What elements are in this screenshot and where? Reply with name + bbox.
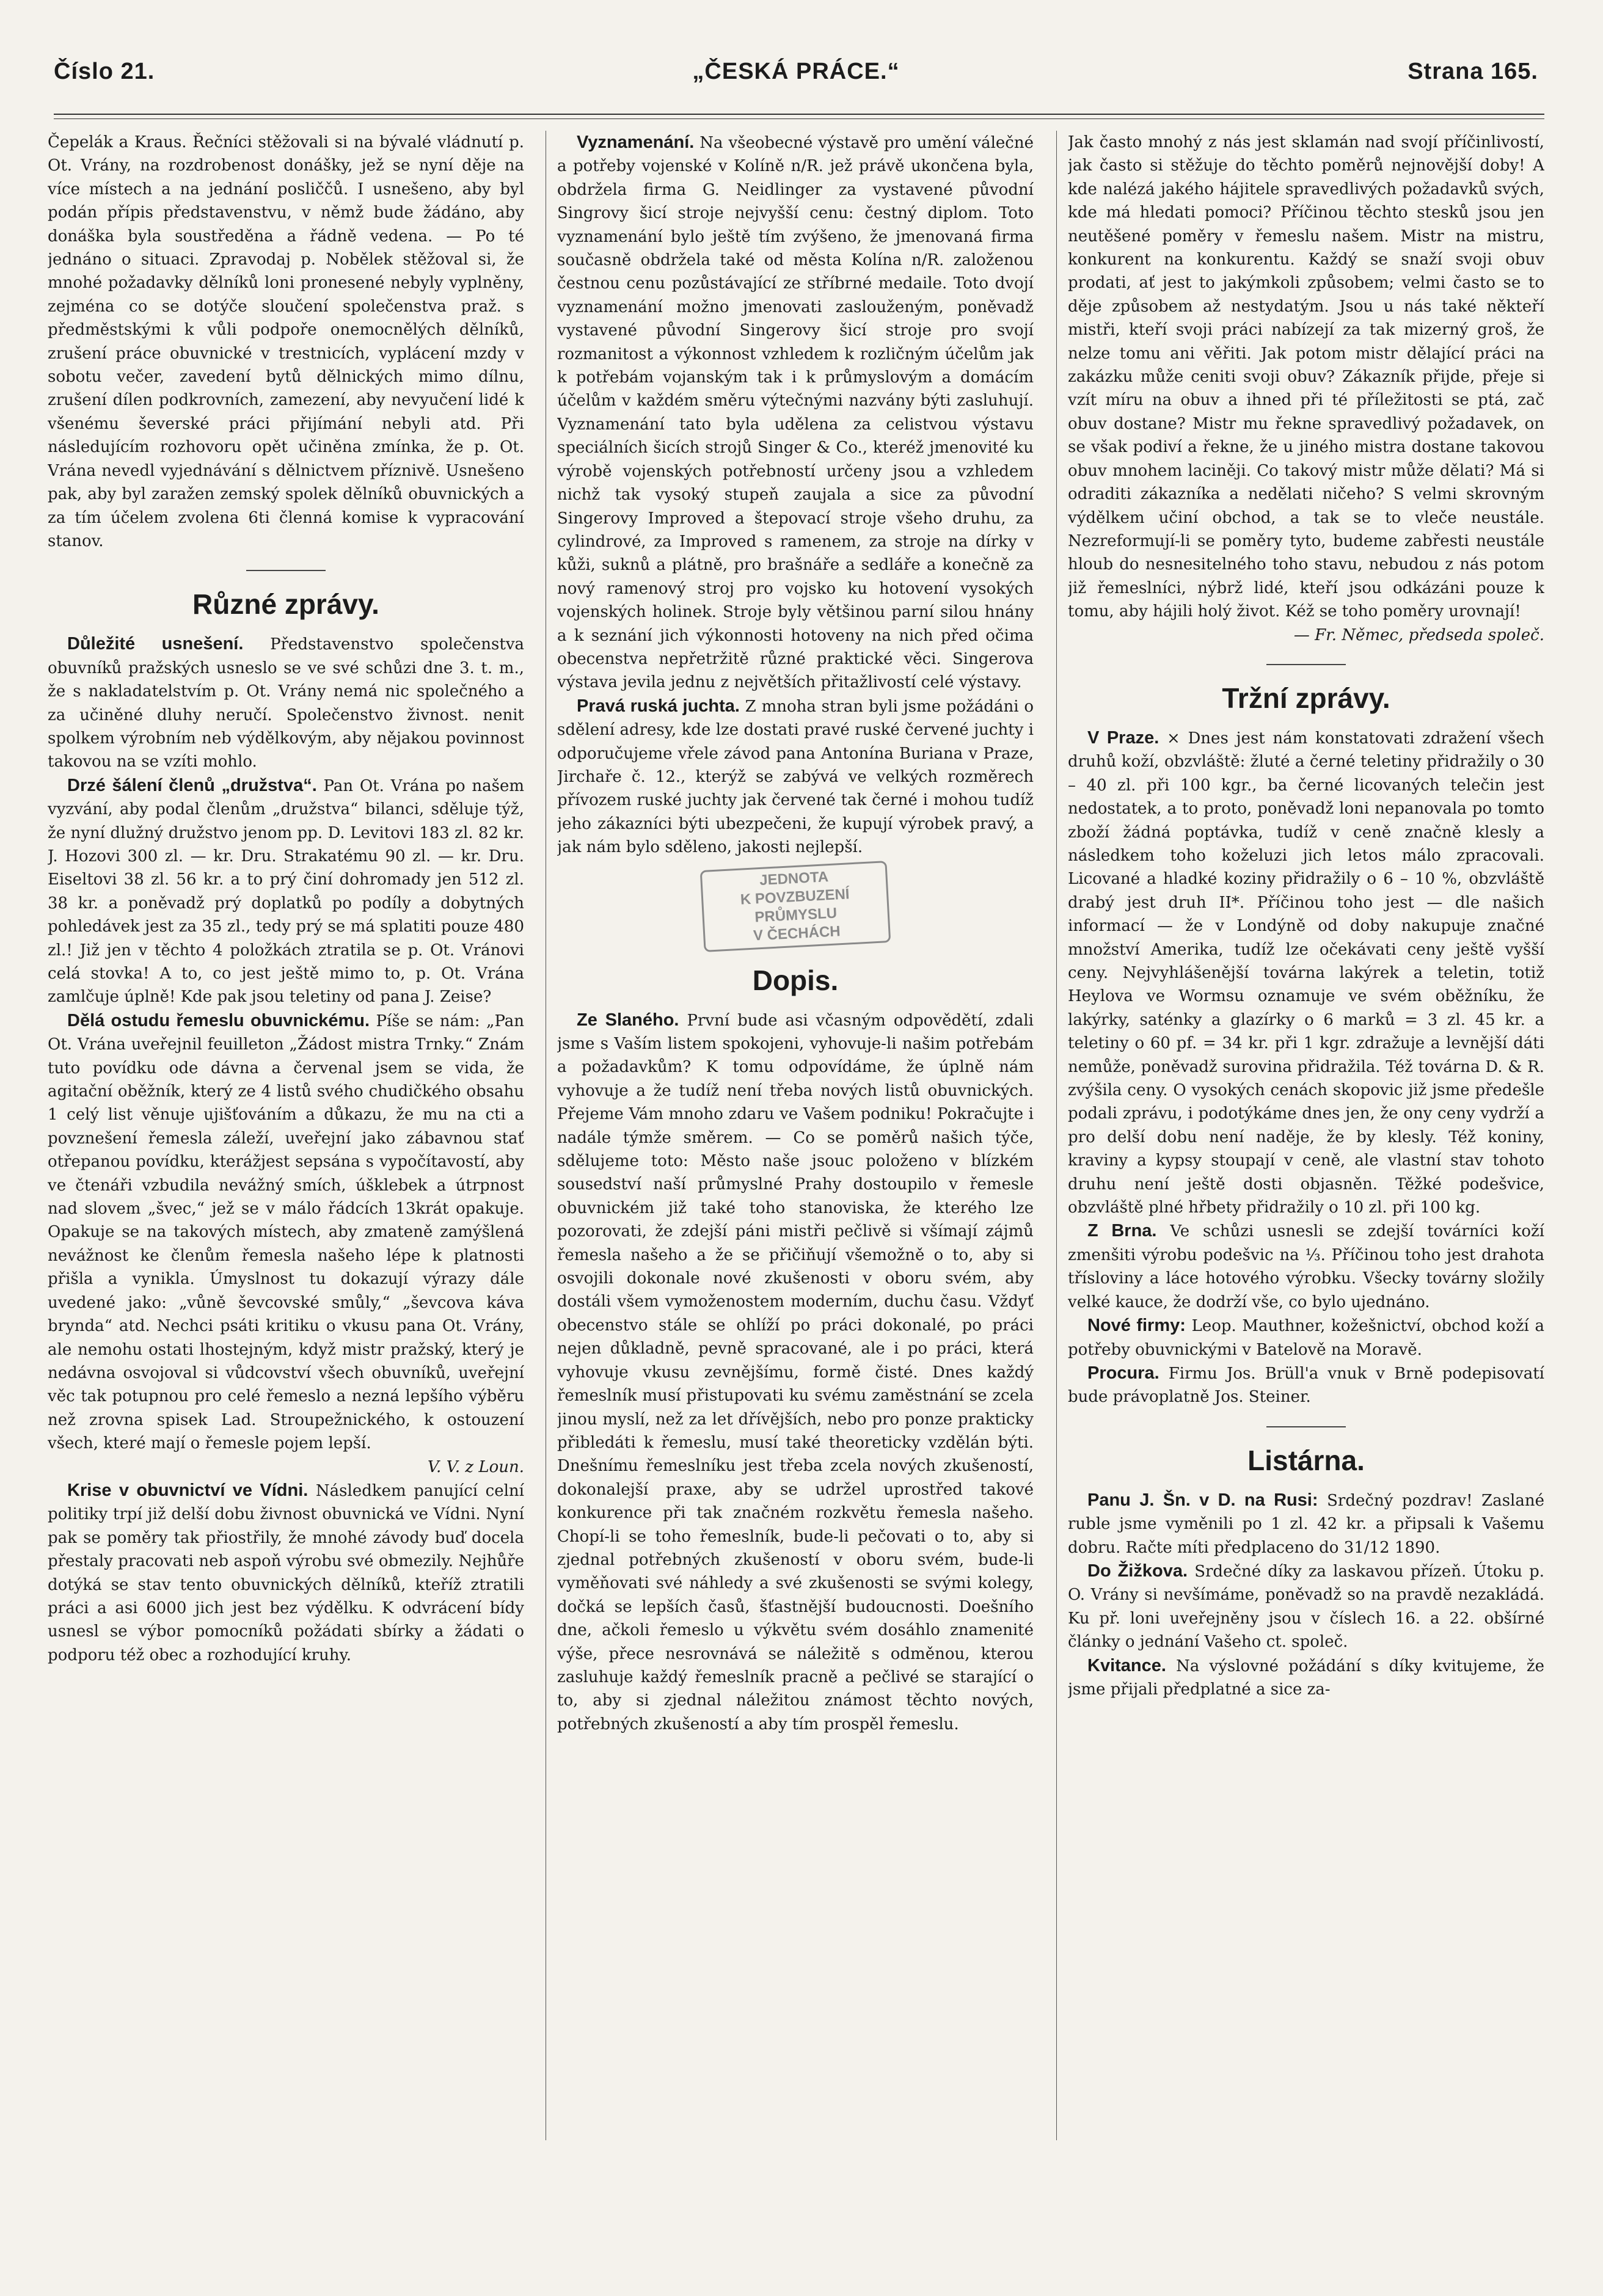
article-text: Na všeobecné výstavě pro umění válečné a potřeby vojenské v Kolíně n/R. jež právě ukončena byla, obdržela firma G. Neidlinger za vystavené původní Singrovy šicí stroje nejvyšší cenu: čestný diplom. Toto vyznamenání bylo ještě tím zvýšeno, že jmenovaná firma současně obdržela také od města Kolína n/R. založenou čestnou cenu pozůstávající ze stříbrné medaile. Toto dvojí vyznamenání možno jmenovati zaslouženým, poněvadž vystavené původní Singerovy šicí stroje pro svojí rozmanitost a výkonnost vzhledem k rozličným účelům jak k potřebám vojanským tak i k průmyslovým a domácím účelům v každém směru výtečnými nazvány býti zasluhují. Vyznamenání tato byla udělena za celistvou výstavu speciálních šicích strojů Singer & Co., kteréž jmenovité ku výrobě vojenských potřebností určeny jsou a vzhledem nichž tak vysoký stupeň zaujala a sice za původní Singerovy Improved a štepovací stroje všeho druhu, za cylindrové, za Improved s ramenem, za stroje na dírky v kůži, suknů a plátně, pro brašnáře a sedláře a konečně za nový ramenový stroj pro vojsko ku hotovení vysokých vojenských holinek. Stroje byly většinou parní silou hnány a k seznání jich výkonnosti hotoveny na nich před očima obecenstva nepřetržitě různé praktické věci. Singerova výstava jevila jednu z největších přitažlivostí celé výstavy. [557, 134, 1034, 692]
article-text: × Dnes jest nám konstatovati zdražení všech druhů koží, obzvláště: žluté a černé teletiny přidražily o 30 – 40 zl. při 100 kgr., ba černé licovaných telečin jest nedostatek, a to proto, poněvadž loni nepanovala po tomto zboží žádná poptávka, tudíž v ceně značně klesly a následkem toho koželuzi jich letos málo zpracovali. Licované a hladké koziny přidražily o 6 – 10 %, obzvláště drabý jest druh II*. Příčinou toho jest — dle našich informací — že v Londýně od doby nakupuje značné množství Amerika, tudíž lze očekávati ceny ještě vyšší ceny. Nejvyhlášenější továrna lakýrek a teletin, totiž Heylova ve Wormsu oznamuje ve svém oběžníku, že lakýrky, saténky a glazírky o 6 marků = 3 zl. 45 kr. a teletiny o 60 pf. = 34 kr. při 1 kgr. zdražuje a levnější dáti nemůže, poněvadž surovina přidražila. Též továrna D. & R. zvýšila ceny. O vysokých cenách skopovic již jsme předešle podali zprávu, i podotýkáme dnes jen, že ony ceny vydrží a pro delší dobu není naděje, že by klesly. Též koniny, kraviny a kypsy stoupají v ceně, ale vlastní stav tohoto druhu není ještě dosti objasněn. Těžké podešvice, obzvláště plné hřbety přidražily o 10 zl. při 100 kg. [1068, 729, 1544, 1217]
issue-number: Číslo 21. [54, 59, 155, 84]
article-lead: Drzé šálení členů „družstva“. [67, 775, 317, 795]
article-text: První bude asi včasným odpovědětí, zdali jsme s Vaším listem spokojeni, vyhovuje-li našim potřebám a požadavkům? K tomu odpovídáme, že úplně nám vyhovuje a že tudíž není třeba nových listů obuvnických. Přejeme Vám mnoho zdaru ve Vašem podniku! Pokračujte i nadále týmže směrem. — Co se poměrů našich týče, sdělujeme toto: Město naše jsouc položeno v blízkém sousedství naší průmyslné Prahy dostoupilo v řemesle obuvnickém již také toho stanoviska, že kterého lze pozorovati, že zdejší páni mistři pečlivě si všímají zájmů řemesla našeho a že se přičiňují všemožně o to, aby si osvojili dokonale nové zkušenosti v oboru svém, aby dostáli všem vymoženostem moderním, duchu času. Vždyť obecenstvo stále se ohlíží po práci dokonalé, po práci nejen důkladně, pevně spracované, ale i po práci, která vyhovuje vkusu zevnějšímu, formě čisté. Dnes každý řemeslník musí přistupovati ku svému zaměstnání se zcela jinou myslí, než za let dřívějších, nebo pro ponze prakticky přibledáti k řemeslu, musí také theoreticky vzdělán býti. Dnešnímu řemeslníku jest třeba zcela nových zkušeností, dokonalejší praxe, aby se udržel uprostřed takové konkurence při tak značném rozkvětu řemesla našeho. Chopí-li se toho řemeslník, bude-li pečovati o to, aby si zjednal potřebných zkušeností v oboru svém, bude-li vyměňovati své náhledy a své zkušenosti se svými kolegy, dočká se lepších časů, šťastnější budoucnosti. Doešního dne, ačkoli řemeslo u výkvětu svém dosáhlo znamenité výše, přece nesrovnává se náležitě s odměnou, kterou zasluhuje každý řemeslník pracně a pečlivé se starající o to, aby si zjednal náležitou známost těchto nových, potřebných zkušeností a aby tím prospěl řemeslu. [557, 1011, 1034, 1733]
page-number: Strana 165. [1408, 59, 1538, 84]
article-lead: Panu J. Šn. v D. na Rusi: [1087, 1490, 1318, 1510]
section-heading: Listárna. [1247, 1444, 1365, 1476]
article-paragraph [48, 774, 524, 1009]
article-paragraph [1068, 1559, 1544, 1654]
article-text: Následkem panující celní politiky trpí již delší dobu živnost obuvnická ve Vídni. Nyní pak se poměry tak přiostřily, že mnohé závody buď docela přestaly pracovati neb aspoň výrobu své obmezily. Nejhůře dotýká se stav tento obuvnických dělníků, kteříž ztratili práci a asi 6000 jich jest bez výdělku. K odvrácení bídy usnesl se výbor pomocníků požádati sbírky a žádati o podporu též obec a rozhodující kruhy. [48, 1481, 524, 1664]
separator [1266, 1426, 1346, 1427]
section-heading: Tržní zprávy. [1222, 682, 1390, 714]
article-paragraph [1068, 1489, 1544, 1559]
article-paragraph [557, 131, 1034, 694]
article-paragraph [1068, 1654, 1544, 1702]
article-lead: Krise v obuvnictví ve Vídni. [67, 1480, 309, 1500]
article-paragraph [1068, 1219, 1544, 1314]
article-paragraph [1068, 726, 1544, 1220]
stamp-line: K POVZBUZENÍ [740, 885, 850, 908]
library-stamp [700, 861, 891, 952]
column-3 [1068, 131, 1544, 2269]
article-paragraph [48, 1479, 524, 1667]
article-text: Pan Ot. Vrána po našem vyzvání, aby podal členům „družstva“ bilanci, sděluje týž, že nyní dlužný družstvo jenom pp. D. Levitovi 183 zl. 82 kr. J. Hozovi 300 zl. — kr. Dru. Strakatému 90 zl. — kr. Dru. Eiseltovi 38 zl. 56 kr. a to prý činí dohromady jen 512 zl. 38 kr. a poněvadž prý doplatků po podíly a dobytných pohledávek jest za 35 zl., tedy prý se má splatiti pouze 480 zl.! Již jen v těchto 4 položkách ztratila se p. Ot. Vránovi celá stovka! A to, co jest ještě mimo to, p. Ot. Vrána zamlčuje úplně! Kde pak jsou teletiny od pana J. Zeise? [48, 776, 524, 1007]
article-paragraph [1068, 1361, 1544, 1409]
article-text: Z mnoha stran byli jsme požádáni o sdělení adresy, kde lze dostati pravé ruské červené juchty i odporučujeme vřele závod pana Antonína Buriana v Praze, Jirchaře č. 12., kterýž se zabývá ve velkých rozměrech přívozem ruské juchty jak červené tak černé i mohou tudíž jeho zákazníci býti ubezpečeni, že kupují výrobek pravý, a jak nám bylo sděleno, jakosti nejlepší. [557, 697, 1034, 857]
stamp-line: JEDNOTA [759, 868, 829, 889]
article-lead: Nové firmy: [1087, 1316, 1186, 1336]
page-header [54, 59, 1538, 101]
article-lead: Ze Slaného. [577, 1010, 679, 1030]
section-heading: Různé zprávy. [192, 588, 379, 621]
article-text: Srdečný pozdrav! Zaslané ruble jsme vyměnili po 1 zl. 42 kr. a připsali k Vašemu dobru. Račte míti předplaceno do 31/12 1890. [1068, 1491, 1544, 1557]
article-lead: Důležité usnešení. [67, 634, 244, 654]
article-text: Píše se nám: „Pan Ot. Vrána uveřejnil feuilleton „Žádost mistra Trnky.“ Znám tuto povídku ode dávna a červenal jsem se vida, že agitační oběžník, který ze 4 listů svého chudičkého obsahu 1 celý list věnuje ujišťováním a důkazu, že mu na cti a povznešení řemesla záleží, uveřejní jako zábavnou stať otřepanou povídku, kterážjest sepsána s vypočítavostí, aby ve čtenáři vzbudila nevážný smích, úšklebek a útrpnost nad slovem „švec,“ jež se v málo řádcích 13krát opakuje. Opakuje se na takových místech, aby zmateně zamýšlená nevážnost ke členům řemesla našeho lépe k platnosti přišla a vynikla. Úmyslnost tu dokazují výrazy dále uvedené jako: „vůně ševcovské smůly,“ „ševcova káva brynda“ atd. Nechci psáti kritiku o vkusu pana Ot. Vrány, ale nemohu ostati lhostejným, když mistr pražský, který je nedávna osvojoval si vůdcovství všech obuvníků, uveřejní věc tak potupnou pro celé řemeslo a nezná lepšího výběru než zrovna spisek Lad. Stroupežnického, k ostouzení všech, které mají o řemesle pojem lepší. [48, 1011, 524, 1453]
column-divider [1056, 131, 1057, 2140]
article-lead: Dělá ostudu řemeslu obuvnickému. [67, 1010, 370, 1030]
article-lead: Z Brna. [1087, 1221, 1157, 1241]
article-text: Leop. Mauthner, kožešnictví, obchod koží a potřeby obuvnickými v Batelově na Moravě. [1068, 1317, 1544, 1359]
article-paragraph [1068, 1314, 1544, 1361]
article-paragraph [48, 1009, 524, 1456]
column-1 [48, 131, 524, 2269]
article-lead: Pravá ruská juchta. [577, 696, 740, 716]
separator [1266, 664, 1346, 665]
article-lead: Vyznamenání. [577, 133, 695, 152]
article-text: Na výslovné požádání s díky kvitujeme, že jsme přijali předplatné a sice za- [1068, 1656, 1544, 1699]
article-lead: Procura. [1087, 1363, 1159, 1383]
article-paragraph [557, 694, 1034, 859]
article-text: Firmu Jos. Brüll'a vnuk v Brně podepisovatí bude právoplatně Jos. Steiner. [1068, 1364, 1544, 1407]
article-lead: V Praze. [1087, 727, 1159, 748]
section-heading: Dopis. [752, 964, 839, 996]
article-lead: Do Žižkova. [1087, 1561, 1188, 1581]
header-rule [54, 114, 1544, 115]
signature: — Fr. Němec, předseda společ. [1293, 625, 1544, 644]
stamp-line: V ČECHÁCH [753, 922, 841, 944]
article-text: Jak často mnohý z nás jest sklamán nad svojí příčinlivostí, jak často si stěžuje do těchto poměrů nejnovější doby! A kde nalézá jakého hájitele spravedlivých požadavků svých, kde má hledati pomoci? Příčinou těchto stesků jsou jen neutěšené poměry v řemeslu našem. Mistr na mistru, konkurent na konkurentu. Každý se snaží svoji obuv prodati, ať jest to jakýmkoli způsobem; velmi často se to děje způsobem až nestydatým. Jsou u nás také někteří mistři, kteří svoji práci nabízejí za tak mizerný groš, že nelze tomu ani věřiti. Jak potom mistr dělající práci na zakázku může ceniti svoji obuv? Zákazník přijde, přeje si vzít míru na obuv a ihned při té příležitosti se ptá, zač obuv dostane? Mistr mu řekne spravedlivý požadavek, on se však podiví a řekne, že u jiného mistra dostane takovou obuv mnohem laciněji. Co takový mistr může dělati? Má si odraditi zákazníka a nedělati ničeho? S velmi skrovným výdělkem učiní obchod, a tak se to vleče neustále. Nezreformují-li se poměry tyto, budeme zabřesti neustále hloub do nesnesitelného toho stavu, nebudou z nás potom již řemeslníci, nýbrž lidé, kteří jsou odkázáni pouze k tomu, aby hájili holý život. Kéž se toho poměry urovnají! [1068, 133, 1544, 621]
separator [246, 570, 326, 571]
header-rule-thin [54, 118, 1544, 119]
article-lead: Kvitance. [1087, 1655, 1166, 1675]
article-text: Představenstvo společenstva obuvníků pražských usneslo se ve své schůzi dne 3. t. m., že s nakladatelstvím p. Ot. Vrány nemá nic společného a za učiněné dluhy neručí. Společenstvo živnost. nenit spolkem výrobním neb výdělkovým, aby nějakou povinnost takovou na se vzíti mohlo. [48, 635, 524, 771]
article-text: Srdečné díky za laskavou přízeň. Útoku p. O. Vrány si nevšímáme, poněvadž so na pravdě nezakládá. Ku př. loni uveřejněny jsou v číslech 16. a 22. obšírné články o jednání Vašeho ct. společ. [1068, 1562, 1544, 1652]
article-text: Ve schůzi usnesli se zdejší továrníci koží zmenšiti výrobu podešvic na ⅓. Příčinou toho jest drahota třísloviny a láce hotového výrobku. Všecky továrny složily velké kauce, že dodrží vše, co bylo ujednáno. [1068, 1222, 1544, 1311]
newspaper-title: „ČESKÁ PRÁCE.“ [692, 59, 900, 84]
stamp-line: PRŮMYSLU [754, 905, 838, 926]
article-paragraph [557, 1008, 1034, 1737]
signature: V. V. z Loun. [427, 1457, 524, 1476]
article-paragraph [48, 632, 524, 773]
article-text: Čepelák a Kraus. Řečníci stěžovali si na bývalé vládnutí p. Ot. Vrány, na rozdrobenost donášky, jež se nyní děje na více místech a na jednání posliččů. I usnešeno, aby byl podán přípis představenstvu, v němž bude žádáno, aby donáška byla soustředěna a řádně vedena. — Po té jednáno o situaci. Zpravodaj p. Nobělek stěžoval si, že mnohé požadavky dělníků loni pronesené nebyly vyplněny, zejména co se dotýče sloučení společenstva praž. s předměstskými k vůli podpoře onemocnělých dělníků, zrušení práce obuvnické v trestnicích, vyplácení mzdy v sobotu večer, zavedení bytů dělnických mimo dílnu, zrušení dílen podkrovních, zamezení, aby nevyučení lidé k všenému ševerské práci přijímání nebyli atd. Při následujícím rozhovoru opět učiněna zmínka, že p. Ot. Vrána nevedl vyjednávání s dělnictvem příznivě. Usnešeno pak, aby byl zaražen zemský spolek dělníků obuvnických a za tím účelem zvolena 6ti členná komise k vypracování stanov. [48, 133, 524, 550]
column-2 [557, 131, 1034, 2269]
